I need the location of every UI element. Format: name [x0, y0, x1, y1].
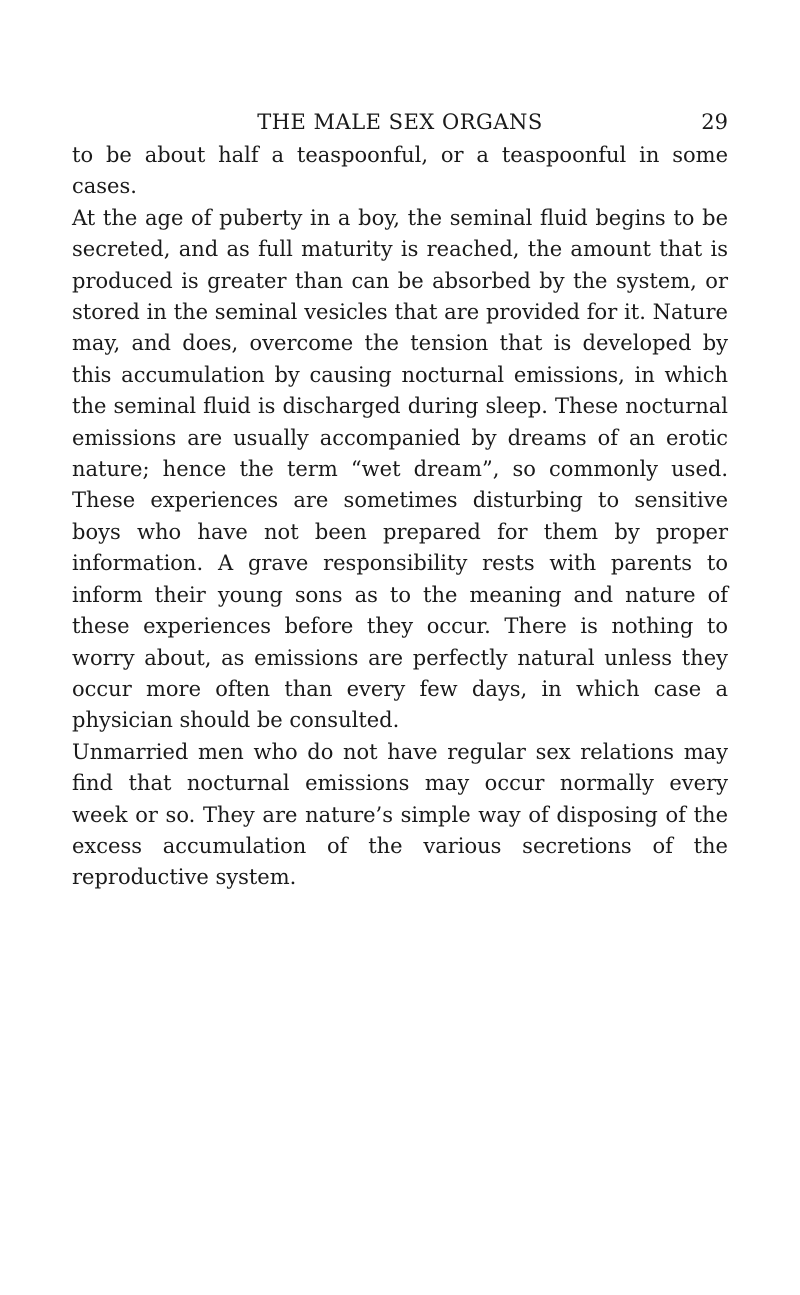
body-text: [72, 140, 728, 894]
page-number: 29: [701, 110, 728, 134]
paragraph-2: At the age of puberty in a boy, the seminal fluid begins to be secreted, and as full maturity is reached, the amount that is produced is greater than can be absorbed by the system, or stored in the seminal vesicles that are provided for it. Nature may, and does, overcome the tension that is developed by this accumulation by causing nocturnal emissions, in which the seminal fluid is discharged during sleep. These nocturnal emissions are usually accompanied by dreams of an erotic nature; hence the term “wet dream”, so commonly used. These experiences are sometimes disturbing to sensitive boys who have not been prepared for them by proper information. A grave responsibility rests with parents to inform their young sons as to the meaning and nature of these experiences before they occur. There is nothing to worry about, as emissions are perfectly natural unless they occur more often than every few days, in which case a physician should be consulted.: [72, 205, 728, 733]
paragraph-3: Unmarried men who do not have regular sex relations may find that nocturnal emissions may occur normally every week or so. They are nature’s simple way of disposing of the excess accumulation of the various secretions of the reproductive system.: [72, 739, 728, 890]
running-title: THE MALE SEX ORGANS: [257, 110, 543, 134]
running-head: [72, 107, 728, 137]
paragraph-1: to be about half a teaspoonful, or a teaspoonful in some cases.: [72, 143, 728, 199]
